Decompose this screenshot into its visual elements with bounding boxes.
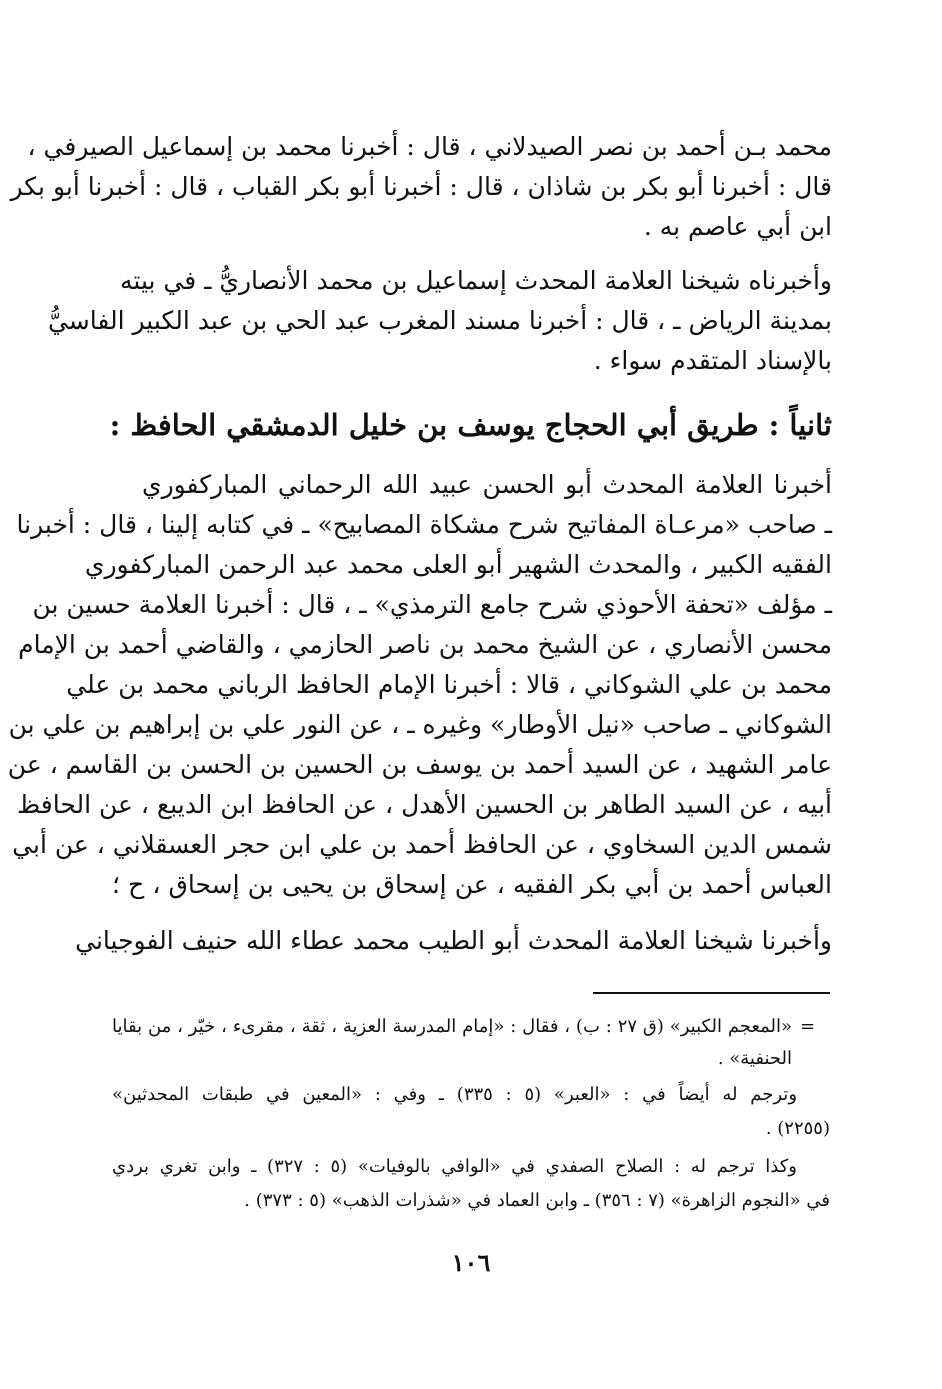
body-line: ابن أبي عاصم به . bbox=[643, 212, 832, 241]
body-line: وأخبرنا شيخنا العلامة المحدث أبو الطيب محمد عطاء الله حنيف الفوجياني bbox=[75, 926, 832, 955]
body-line: الفقيه الكبير ، والمحدث الشهير أبو العلى محمد عبد الرحمن المباركفوري bbox=[84, 550, 832, 579]
body-line: العباس أحمد بن أبي بكر الفقيه ، عن إسحاق بن يحيى بن إسحاق ، ح ؛ bbox=[112, 870, 832, 899]
body-line: محمد بـن أحمد بن نصر الصيدلاني ، قال : أخبرنا محمد بن إسماعيل الصيرفي ، bbox=[27, 132, 832, 161]
footnote-line: وكذا ترجم له : الصلاح الصفدي في «الوافي بالوفيات» (٥ : ٣٢٧) ـ وابن تغري بردي bbox=[112, 1156, 797, 1177]
footnote-divider bbox=[593, 992, 830, 994]
body-line: ـ صاحب «مرعـاة المفاتيح شرح مشكاة المصابيح» ـ في كتابه إلينا ، قال : أخبرنا bbox=[16, 510, 832, 539]
footnote-line: «المعجم الكبير» (ق ٢٧ : ب) ، فقال : «إمام المدرسة العزية ، ثقة ، مقرىء ، خيّر ، من بقايا bbox=[112, 1016, 793, 1037]
section-heading: ثانياً : طريق أبي الحجاج يوسف بن خليل الدمشقي الحافظ : bbox=[109, 408, 832, 442]
footnote-line: (٢٢٥٥) . bbox=[765, 1118, 830, 1139]
body-line: ـ مؤلف «تحفة الأحوذي شرح جامع الترمذي» ـ ، قال : أخبرنا العلامة حسين بن bbox=[32, 590, 832, 619]
footnote-line: في «النجوم الزاهرة» (٧ : ٣٥٦) ـ وابن العماد في «شذرات الذهب» (٥ : ٣٧٣) . bbox=[244, 1190, 830, 1211]
footnote-line: الحنفية» . bbox=[717, 1048, 792, 1069]
footnote-line: وترجم له أيضاً في : «العبر» (٥ : ٣٣٥) ـ وفي : «المعين في طبقات المحدثين» bbox=[112, 1084, 798, 1105]
body-line: الشوكاني ـ صاحب «نيل الأوطار» وغيره ـ ، عن النور علي بن إبراهيم بن علي بن bbox=[8, 710, 832, 739]
body-line: بالإسناد المتقدم سواء . bbox=[593, 346, 832, 375]
body-line: قال : أخبرنا أبو بكر بن شاذان ، قال : أخبرنا أبو بكر القباب ، قال : أخبرنا أبو بكر bbox=[10, 172, 832, 201]
page-number: ١٠٦ bbox=[451, 1248, 491, 1277]
body-line: بمدينة الرياض ـ ، قال : أخبرنا مسند المغرب عبد الحي بن عبد الكبير الفاسيُّ bbox=[47, 306, 832, 335]
body-line: أخبرنا العلامة المحدث أبو الحسن عبيد الله الرحماني المباركفوري bbox=[142, 470, 832, 499]
body-line: عامر الشهيد ، عن السيد أحمد بن يوسف بن الحسين بن الحسن بن القاسم ، عن bbox=[7, 750, 832, 779]
body-line: محمد بن علي الشوكاني ، قالا : أخبرنا الإمام الحافظ الرباني محمد بن علي bbox=[66, 670, 832, 699]
footnote-continuation-mark: = bbox=[800, 1016, 816, 1037]
body-line: أبيه ، عن السيد الطاهر بن الحسين الأهدل ، عن الحافظ ابن الديبع ، عن الحافظ bbox=[17, 790, 832, 819]
body-line: وأخبرناه شيخنا العلامة المحدث إسماعيل بن محمد الأنصاريُّ ـ في بيته bbox=[120, 266, 832, 295]
body-line: محسن الأنصاري ، عن الشيخ محمد بن ناصر الحازمي ، والقاضي أحمد بن الإمام bbox=[18, 630, 832, 659]
body-line: شمس الدين السخاوي ، عن الحافظ أحمد بن علي ابن حجر العسقلاني ، عن أبي bbox=[12, 830, 832, 859]
